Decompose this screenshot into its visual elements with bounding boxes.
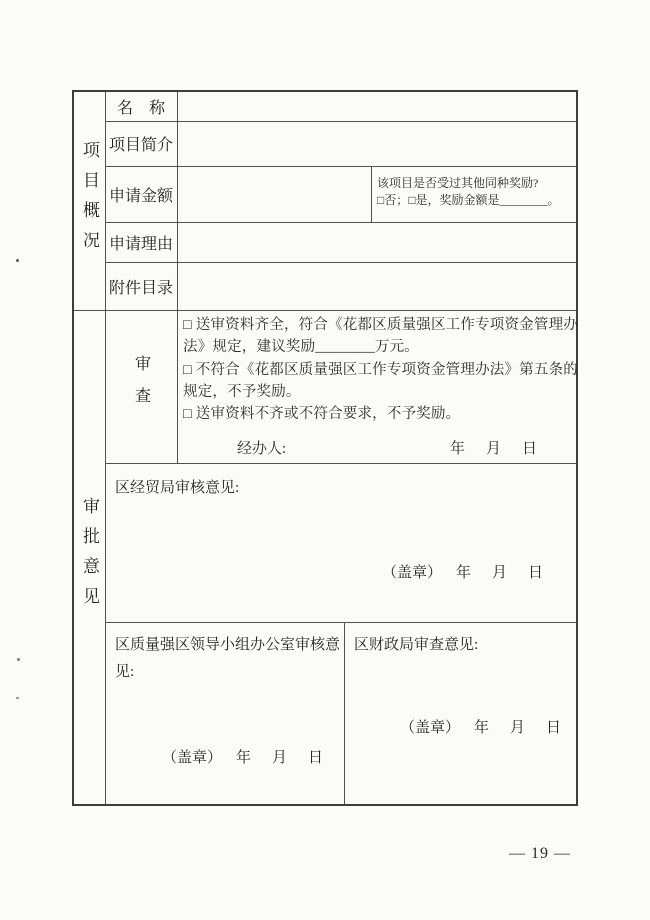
- seal-placeholder: （盖章）: [399, 720, 460, 736]
- finance-bureau-title: 区财政局审查意见:: [354, 637, 479, 653]
- row-label-application-amount: 申请金额: [108, 187, 173, 205]
- review-option-complete: □ 送审资料齐全，符合《花都区质量强区工作专项资金管理办: [183, 317, 578, 333]
- other-award-question-line2: □否；□是，奖励金额是________。: [377, 193, 560, 207]
- row-label-application-reason: 申请理由: [108, 235, 173, 253]
- handler-label: 经办人:: [237, 441, 287, 457]
- project-intro-value-cell: [177, 121, 576, 166]
- economic-bureau-date-blank: 年 月 日: [455, 565, 546, 581]
- economic-bureau-stamp-row: [382, 561, 546, 582]
- page-number: — 19 —: [509, 845, 571, 862]
- section-header-project-overview: 项目概况: [80, 141, 99, 261]
- review-checkbox-lines: [177, 310, 576, 425]
- leading-group-date-blank: 年 月 日: [235, 750, 326, 766]
- finance-bureau-stamp-row: [400, 716, 564, 737]
- other-award-question-line1: 该项目是否受过其他同种奖励?: [377, 176, 539, 190]
- leading-group-title: [105, 622, 344, 686]
- scan-artifact-speck: [16, 259, 19, 262]
- finance-bureau-date-blank: 年 月 日: [473, 720, 564, 736]
- name-value-cell: [177, 92, 576, 121]
- reason-value-cell: [177, 222, 576, 262]
- economic-bureau-title: 区经贸局审核意见:: [115, 480, 240, 496]
- scan-artifact-speck: [16, 697, 19, 699]
- leading-group-title-line1: 区质量强区领导小组办公室审核意: [115, 637, 341, 653]
- amount-value-cell: [177, 166, 371, 222]
- leading-group-opinion-cell: [105, 622, 344, 804]
- review-row-label: 审查: [132, 354, 150, 419]
- other-award-question-cell: [371, 166, 582, 222]
- review-option-noncompliant: □ 不符合《花都区质量强区工作专项资金管理办法》第五条的: [183, 361, 578, 378]
- leading-group-stamp-row: [162, 746, 326, 767]
- seal-placeholder: （盖章）: [381, 565, 442, 581]
- review-option-noncompliant-wrap: 规定，不予奖励。: [183, 383, 301, 400]
- review-footer: [237, 437, 540, 458]
- row-label-attachment-list: 附件目录: [108, 279, 173, 297]
- review-date-blank: 年 月 日: [449, 441, 540, 457]
- attachment-value-cell: [177, 262, 576, 310]
- review-content-cell: [177, 310, 576, 463]
- finance-bureau-opinion-cell: [344, 622, 576, 804]
- application-form-table: [72, 90, 578, 806]
- review-option-complete-wrap: 法》规定，建议奖励________万元。: [183, 339, 419, 356]
- section-header-approval-opinions: 审批意见: [80, 497, 99, 617]
- row-label-name: 名 称: [116, 100, 165, 117]
- review-option-incomplete: □ 送审资料不齐或不符合要求，不予奖励。: [183, 406, 461, 423]
- economic-bureau-opinion-cell: [105, 463, 576, 622]
- leading-group-title-line2: 见:: [115, 664, 135, 680]
- row-label-project-intro: 项目简介: [108, 137, 173, 154]
- scan-artifact-speck: [17, 658, 20, 661]
- seal-placeholder: （盖章）: [161, 750, 222, 766]
